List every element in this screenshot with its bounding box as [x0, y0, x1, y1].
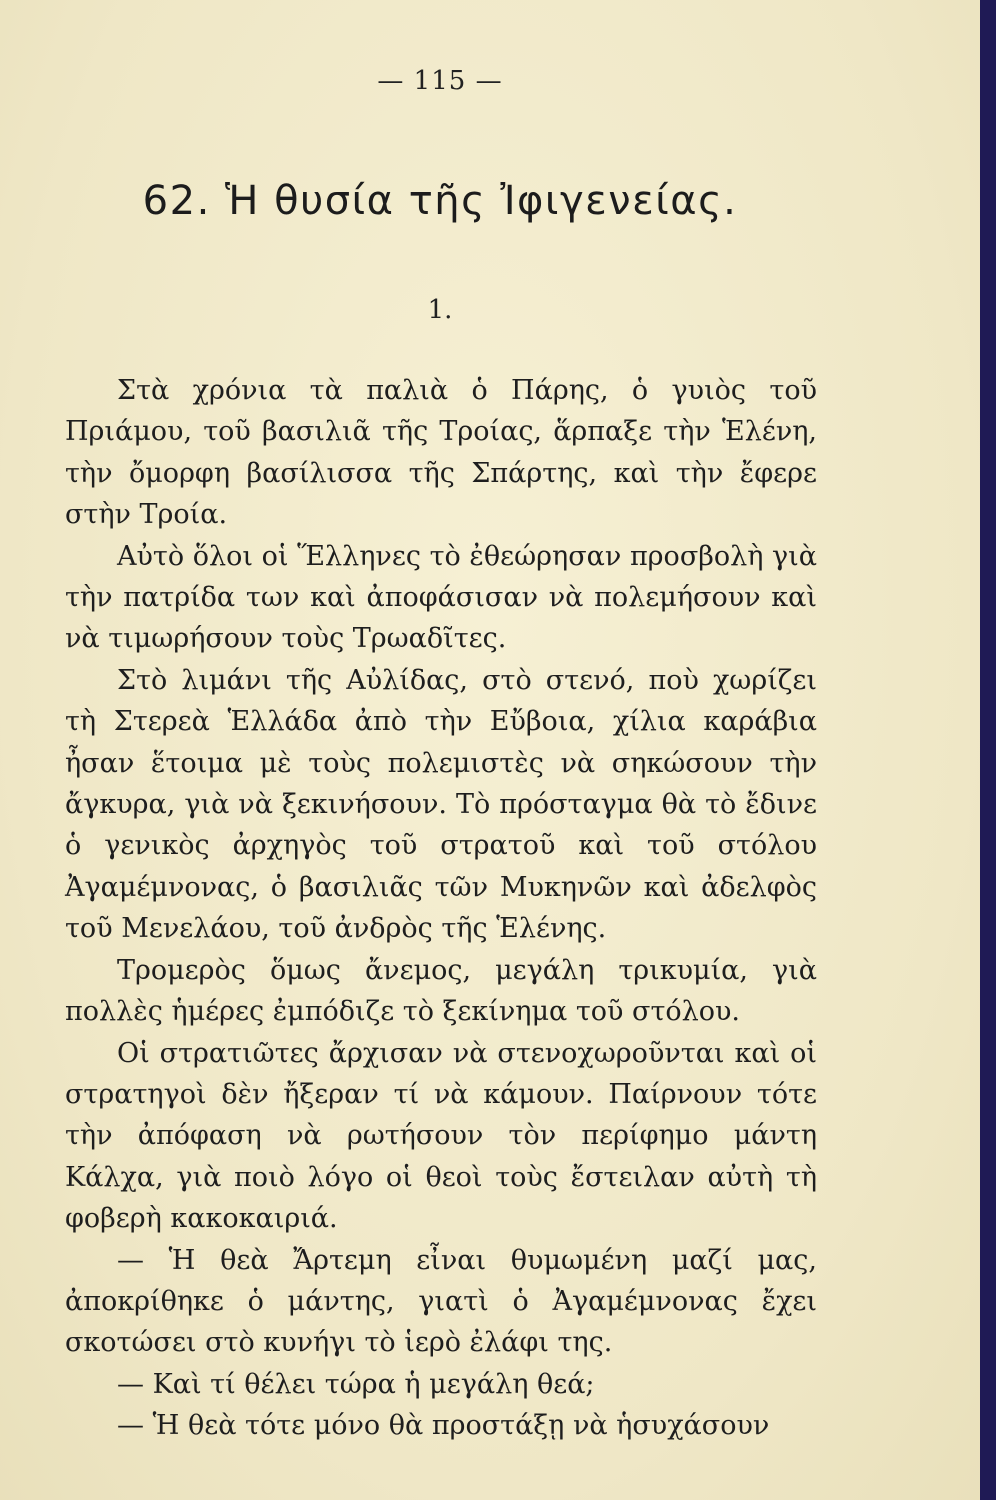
paragraph: Στὸ λιμάνι τῆς Αὐλίδας, στὸ στενό, ποὺ χωρίζει τὴ Στερεὰ Ἑλλάδα ἀπὸ τὴν Εὔβοια, χίλια καράβια ἦσαν ἕτοιμα μὲ τοὺς πολεμιστὲς νὰ σηκώσουν τὴν ἄγκυρα, γιὰ νὰ ξεκινήσουν. Τὸ πρόσταγμα θὰ τὸ ἔδινε ὁ γενικὸς ἀρχηγὸς τοῦ στρατοῦ καὶ τοῦ στόλου Ἀγαμέμνονας, ὁ βασιλιᾶς τῶν Μυκηνῶν καὶ ἀδελφὸς τοῦ Μενελάου, τοῦ ἀνδρὸς τῆς Ἑλένης.	[65, 664, 817, 945]
page-number: — 115 —	[377, 66, 503, 96]
paragraph: — Ἡ θεὰ τότε μόνο θὰ προστάξῃ νὰ ἡσυχάσουν	[117, 1410, 770, 1442]
section-number: 1.	[427, 295, 453, 325]
paragraph: Οἱ στρατιῶτες ἄρχισαν νὰ στενοχωροῦνται καὶ οἱ στρατηγοὶ δὲν ἤξεραν τί νὰ κάμουν. Παίρνουν τότε τὴν ἀπόφαση νὰ ρωτήσουν τὸν περίφημο μάντη Κάλχα, γιὰ ποιὸ λόγο οἱ θεοὶ τοὺς ἔστειλαν αὐτὴ τὴ φοβερὴ κακοκαιριά.	[65, 1037, 817, 1235]
body-text	[65, 370, 817, 1447]
chapter-title: 62. Ἡ θυσία τῆς Ἰφιγενείας.	[142, 178, 738, 224]
paragraph: Στὰ χρόνια τὰ παλιὰ ὁ Πάρης, ὁ γυιὸς τοῦ Πριάμου, τοῦ βασιλιᾶ τῆς Τροίας, ἅρπαξε τὴν Ἑλένη, τὴν ὄμορφη βασίλισσα τῆς Σπάρτης, καὶ τὴν ἔφερε στὴν Τροία.	[65, 375, 817, 531]
paragraph: — Καὶ τί θέλει τώρα ἡ μεγάλη θεά;	[117, 1368, 595, 1400]
paragraph: Αὐτὸ ὅλοι οἱ Ἕλληνες τὸ ἐθεώρησαν προσβολὴ γιὰ τὴν πατρίδα των καὶ ἀποφάσισαν νὰ πολεμήσουν καὶ νὰ τιμωρήσουν τοὺς Τρωαδῖτες.	[65, 540, 817, 655]
paragraph: — Ἡ θεὰ Ἄρτεμη εἶναι θυμωμένη μαζί μας, ἀποκρίθηκε ὁ μάντης, γιατὶ ὁ Ἀγαμέμνονας ἔχει σκοτώσει στὸ κυνήγι τὸ ἱερὸ ἐλάφι της.	[65, 1244, 817, 1359]
paragraph: Τρομερὸς ὅμως ἄνεμος, μεγάλη τρικυμία, γιὰ πολλὲς ἡμέρες ἐμπόδιζε τὸ ξεκίνημα τοῦ στόλου.	[65, 954, 817, 1028]
